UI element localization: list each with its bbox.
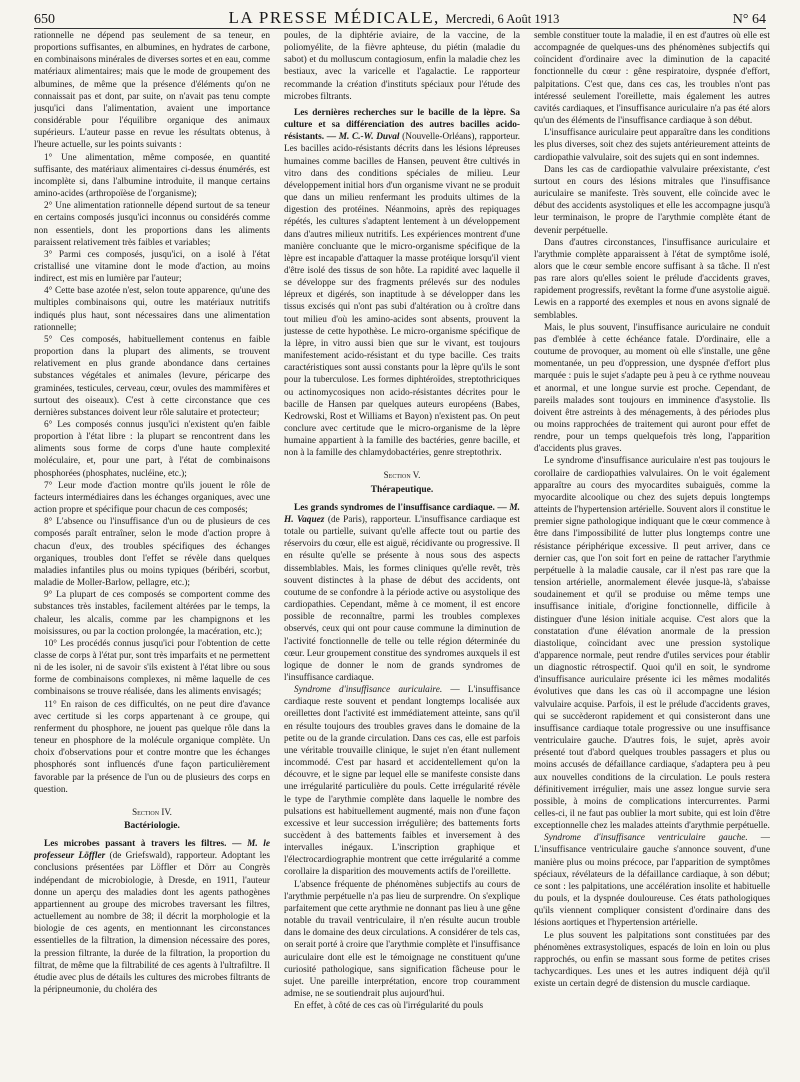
column-middle <box>284 30 520 1075</box>
article-text: (de Paris), rapporteur. L'insuffisance cardiaque est totale ou partielle, suivant qu'elle affecte tout ou partie des réservoirs du cœur, elle est aiguë, récidivante ou progressive. Il en résulte qu'elle se présente à nous sous des aspects dissemblables. Mais, les formes cliniques qu'elle revêt, très souvent distinctes à la phase de début des accidents, ont coutume de se confondre à la période active ou asystolique des cardiopathies. Cependant, même à ce moment, il est encore possible de reconnaître, parmi les troubles complexes observés, ceux qui ont pour cause commune la diminution de l'activité fonctionnelle de telle ou telle région déterminée du cœur. Leur groupement constitue des syndromes auxquels il est logique de donner le nom de grands syndromes de l'insuffisance cardiaque. <box>284 514 520 683</box>
paragraph: En effet, à côté de ces cas où l'irrégularité du pouls <box>294 1001 484 1012</box>
paragraph: semble constituer toute la maladie, il en est d'autres où elle est accompagnée de quelques-uns des phénomènes subjectifs qui coïncident d'ordinaire avec la diminution de la capacité fonctionnelle du cœur : gêne respiratoire, dyspnée d'effort, palpitations. C'est que, dans ces cas, les troubles n'ont pas intéressé seulement l'oreillette, mais également les autres cavités cardiaques, et l'insuffisance auriculaire n'a pas été alors qu'un des éléments de l'insuffisance cardiaque à son début. <box>534 31 770 127</box>
paragraph: Le plus souvent les palpitations sont constituées par des phénomènes extrasystoliques, espacés de loin en loin ou plus rapprochés, ou enfin se massant sous forme de petites crises tachycardiques. Les unes et les autres indiquent déjà qu'il existe un certain degré de distension du muscle cardiaque. <box>534 930 770 990</box>
paragraph: 6° Les composés connus jusqu'ici n'existent qu'en faible proportion à l'état libre : la plupart se rencontrent dans les aliments sous forme de corps d'une haute complexité moléculaire, et, pour une part, à l'état de combinaisons phosphorées (phosphates, nucléine, etc.); <box>34 420 270 479</box>
page-number: 650 <box>34 12 55 27</box>
header-rule <box>34 28 766 29</box>
section-title: Bactériologie. <box>124 821 180 831</box>
subsection-heading: Syndrome d'insuffisance auriculaire. <box>294 685 443 696</box>
column-left <box>34 30 270 1075</box>
article-text: (Nouvelle-Orléans), rapporteur. Les bacilles acido-résistants décrits dans les lésions lépreuses humaines comme bacilles de Hansen, peuvent être cultivés in vitro dans des conditions spéciales de milieu. Leur développement initial hors d'un organisme vivant ne se produit que dans un milieu renfermant les produits ultimes de la digestion des protéines. Néanmoins, après des repiquages répétés, les cultures s'adaptent lentement à un développement dans d'autres milieux nutritifs. Les expériences montrent d'une manière concluante que le micro-organisme spécifique de la lèpre est incapable d'attaquer la masse protéique lorsqu'il vient d'être isolé des tissus de son hôte. La rapidité avec laquelle il se développe sur des fragments prélevés sur des nodules lépreux et digérés, son inaptitude à se développer dans les tissus excisés qui n'ont pas subi d'altération ou à croître dans tout milieu d'où les amino-acides sont absents, prouvent la justesse de cette hypothèse. Le micro-organisme spécifique de la lèpre, in vitro aussi bien que sur le vivant, est toujours manifestement acido-résistant et du type bacille. Ces traits caractéristiques sont aussi constants pour la lèpre qu'ils le sont pour la tuberculose. Les formes diphtéroïdes, streptothriciques ou actinomycosiques non acido-résistantes décrites pour le bacille de Hansen par quelques auteurs européens (Babes, Kedrowski, Rost et Williams et Bayon) n'existent pas. On peut conclure avec certitude que le micro-organisme de la lèpre humaine appartient à la famille des bactéries, genre bacille, et non à la famille des chlamydobactéries, genre streptothrix. <box>284 132 520 459</box>
journal-title <box>228 8 559 28</box>
paragraph: L'absence fréquente de phénomènes subjectifs au cours de l'arythmie perpétuelle n'a pas lieu de surprendre. On s'explique parfaitement que cette arythmie ne donnant pas lieu à une gêne notable du travail ventriculaire, il n'en résulte aucun trouble dans le domaine des deux circulations. A considérer de tels cas, on serait porté à croire que l'arythmie complète et l'insuffisance auriculaire dont elle est le témoignage ne constituent qu'une curiosité pathologique, sans signification fâcheuse pour le sujet. Une pareille interprétation, encore trop couramment admise, ne se soutiendrait plus aujourd'hui. <box>284 879 520 1000</box>
section-title: Thérapeutique. <box>370 484 434 495</box>
article-author: M. le professeur Löffler <box>34 839 270 862</box>
paragraph: Le syndrome d'insuffisance auriculaire n'est pas toujours le corollaire de cardiopathies valvulaires. On le voit également apparaître au cours des myocardites subaiguës, comme la myocardite alcoolique ou chez des sujets depuis longtemps atteints de l'hypertension artérielle. Souvent alors il constitue le premier signe pathologique indiquant que le cœur commence à être dans l'impossibilité de lutter plus longtemps contre une résistance périphérique excessive. Il peut arriver, dans ce dernier cas, que l'on soit fort en peine de rattacher l'arythmie perpétuelle à la maladie causale, car il n'est pas rare que la tension artérielle, anormalement élevée jusque-là, s'abaisse soudainement et qu'il se produise ou même temps une insuffisance initiale, d'origine fonctionnelle, difficile à distinguer d'une lésion initiale acquise. C'est alors que la constatation d'une élévation anormale de la pression diastolique, coïncidant avec une pression systolique d'apparence normale, peut rendre d'utiles services pour établir un diagnostic rétrospectif. Quoi qu'il en soit, le syndrome d'insuffisance auriculaire présente ici les mêmes modalités évolutives que dans les cas où il accompagne une lésion valvulaire acquise. Parfois, il est le prélude d'accidents graves, qui se succèderont rapidement et qui consisteront dans une insuffisance cardiaque totale progressive ou une insuffisance ventriculaire gauche. D'autres fois, le sujet, après avoir présenté tout d'abord quelques troubles passagers et plus ou moins accusés de défaillance cardiaque, s'adaptera peu à peu aux nouvelles conditions de la circulation. Le pouls restera définitivement irrégulier, mais une assez longue survie sera possible, à moins de complications intercurrentes. Parmi celles-ci, il ne faut pas oublier la mort subite, qui est loin d'être exceptionnelle chez les malades atteints d'arythmie perpétuelle. <box>534 456 770 832</box>
journal-name: LA PRESSE MÉDICALE, <box>228 8 440 27</box>
article-paragraph <box>284 107 520 460</box>
subsection-text: — L'insuffisance cardiaque reste souvent et pendant longtemps localisée aux oreillettes dont l'activité est immédiatement atteinte, sans qu'il en résulte toujours des troubles graves dans le domaine de la petite ou de la grande circulation. Dans ces cas, elle est parfois une véritable trouvaille clinique, le sujet n'en étant nullement incommodé. C'est par hasard et accidentellement qu'on la découvre, et le signe par lequel elle se manifeste consiste dans une irrégularité particulière du pouls. Cette irrégularité révèle le type de l'arythmie complète dans laquelle le nombre des pulsations est habituellement augmenté, mais non d'une façon excessive et leur succession irrégulière; des battements forts succèdent à des battements faibles et inversement à des intervalles inégaux. L'inscription graphique et l'électrocardiographie montrent que cette irrégularité a comme corollaire la disparition des mouvements actifs de l'oreillette. <box>284 685 520 878</box>
subsection-paragraph <box>534 832 770 929</box>
article-text: (de Griefswald), rapporteur. Adoptant les conclusions présentées par Löffler et Dörr au Congrès indépendant de microbiologie, à Dresde, en 1911, l'auteur donne un aperçu des maladies dont les agents pathogènes appartiennent au groupe des microbes traversant les filtres, actuellement au nombre de 38; il décrit la morphologie et la biologie de ces agents, en mentionnant les circonstances essentielles de la filtration, la dimension nécessaire des pores, la pression filtrante, la durée de la filtration, la proportion du filtrat, de même que la filtrabilité de ces agents à l'ultrafiltre. Il étudie avec plus de détails les cultures des microbes filtrants de la péripneumonie, du choléra des <box>34 851 270 996</box>
paragraph: 4° Cette base azotée n'est, selon toute apparence, qu'une des multiples combinaisons qui, outre les matériaux nutritifs indiqués plus haut, sont nécessaires dans une alimentation rationnelle; <box>34 286 270 333</box>
article-paragraph <box>34 838 270 996</box>
paragraph: 2° Une alimentation rationnelle dépend surtout de sa teneur en certains composés jusqu'ici inconnus ou considérés comme non essentiels, dont les proportions dans les aliments paraissent relativement très faibles et variables; <box>34 201 270 248</box>
paragraph: L'insuffisance auriculaire peut apparaître dans les conditions les plus diverses, soit chez des sujets antérieurement atteints de cardiopathie valvulaire, soit des sujets qui en sont indemnes. <box>534 128 770 163</box>
paragraph: rationnelle ne dépend pas seulement de sa teneur, en proportions suffisantes, en albumines, en hydrates de carbone, en combinaisons minérales de diverses sortes et en eau, comme matériaux alimentaires; mais que le mode de groupement des albumines, de même que la présence d'éléments qu'on ne connaissait pas et dont, par suite, on n'avait pas tenu compte jusqu'ici dans l'alimentation, avaient une importance considérable pour l'équilibre organique des animaux supérieurs. L'auteur passe en revue les résultats obtenus, à l'heure actuelle, sur les points suivants : <box>34 31 270 151</box>
paragraph: poules, de la diphtérie aviaire, de la vaccine, de la poliomyélite, de la fièvre aphteuse, du piétin (maladie du sabot) et du molluscum contagiosum, enfin la maladie chez les bestiaux, avec la varicelle et l'agalactie. Le rapporteur recommande la création d'instituts spéciaux pour l'étude des microbes filtrants. <box>284 31 520 102</box>
column-right <box>534 30 770 1075</box>
subsection-paragraph <box>284 684 520 879</box>
paragraph: 11° En raison de ces difficultés, on ne peut dire d'avance avec certitude si les corps appartenant à ce groupe, qui renferment du phosphore, ne jouent pas quelque rôle dans la teneur en phosphore de la molécule organique complète. Un choix d'observations pour et contre montre que les échanges phosphorés sont influencés d'une façon particulièrement favorable par la présence de l'un ou de plusieurs des corps en question. <box>34 699 270 795</box>
article-author: M. C.-W. Duval <box>338 132 400 143</box>
subsection-heading: Syndrome d'insuffisance ventriculaire gauche. <box>544 833 748 844</box>
article-heading: Les microbes passant à travers les filtres. — <box>44 839 242 850</box>
paragraph: 5° Ces composés, habituellement contenus en faible proportion dans la plupart des aliments, se trouvent relativement en plus grande abondance dans certaines substances végétales et animales (levure, péricarpe des graminées, testicules, cerveau, cœur, ovules des mammifères et surtout des oiseaux). C'est à cette circonstance que ces dernières substances doivent leur rôle salutaire et protecteur; <box>34 334 270 418</box>
paragraph: 1° Une alimentation, même composée, en quantité suffisante, des matériaux alimentaires ci-dessus énumérés, est incomplète si, dans l'albumine introduite, il manque certains amino-acides (arthropoïèse de l'organisme); <box>34 152 270 200</box>
section-label: Section V. <box>383 470 421 481</box>
article-heading: Les dernières recherches sur le bacille de la lèpre. Sa culture et sa différenciation des autres bacilles acido-résistants. — <box>284 107 520 143</box>
paragraph: 9° La plupart de ces composés se comportent comme des substances très instables, facilement altérées par le temps, la chaleur, les alcalis, comme par les champignons et les moisissures, ou par la coction prolongée, la macération, etc.); <box>34 590 270 637</box>
article-heading: Les grands syndromes de l'insuffisance cardiaque. <box>294 502 495 513</box>
page-header <box>34 8 766 30</box>
paragraph: Dans les cas de cardiopathie valvulaire préexistante, c'est surtout en cours des lésions mitrales que l'insuffisance auriculaire se manifeste. Très souvent, elle coïncide avec le début des accidents asystoliques et elle les accompagne jusqu'à leur terminaison, le propre de l'arythmie complète étant de devenir perpétuelle. <box>534 164 770 236</box>
paragraph: Mais, le plus souvent, l'insuffisance auriculaire ne conduit pas d'emblée à cette échéance fatale. D'ordinaire, elle a coutume de provoquer, au moment où elle s'installe, une gêne momentanée, un peu d'oppression, une dyspnée d'effort plus marquée : puis le sujet s'adapte peu à peu à ce rythme nouveau et anormal, et une longue survie est proche. Cependant, de pareils malades sont toujours en imminence d'asystolie. Ils doivent être astreints à des ménagements, à des périodes plus ou moins rapprochées de traitement qui auront pour effet de rendre, pour un temps quelquefois très long, l'apparition d'accidents plus graves. <box>534 322 770 455</box>
paragraph: 8° L'absence ou l'insuffisance d'un ou de plusieurs de ces composés paraît entraîner, selon le mode d'action propre à chacun d'eux, des troubles spécifiques des échanges organiques, troubles dont l'effet se révèle dans quelques maladies infantiles plus ou moins typiques (béribéri, scorbut, maladie de Moller-Barlow, pellagre, etc.); <box>34 517 270 589</box>
subsection-text: — L'insuffisance ventriculaire gauche s'annonce souvent, d'une manière plus ou moins précoce, par l'apparition de symptômes spéciaux, révélateurs de la défaillance cardiaque, à son début; ce sont : les palpitations, une accélération insolite et habituelle du pouls, et la dyspnée douloureuse. Ces états pathologiques qu'ils viennent compliquer consistent d'ordinaire dans des lésions aortiques et l'hypertension artérielle. <box>534 833 770 929</box>
issue-number: N° 64 <box>732 12 766 27</box>
article-author: — M. H. Vaquez <box>284 502 520 525</box>
section-label: Section IV. <box>132 806 172 817</box>
paragraph: 3° Parmi ces composés, jusqu'ici, on a isolé à l'état cristallisé une vitamine dont le mode d'action, au moins indirect, est mis en lumière par l'auteur; <box>34 249 270 285</box>
paragraph: 7° Leur mode d'action montre qu'ils jouent le rôle de facteurs intermédiaires dans les échanges organiques, avec une action propre et spécifique pour chacun de ces composés; <box>34 480 270 516</box>
paragraph: Dans d'autres circonstances, l'insuffisance auriculaire et l'arythmie complète apparaissent à l'état de symptôme isolé, alors que le cœur semble encore suffisant à sa tâche. Il n'est pas rare alors qu'elles soient le prélude d'accidents graves, rapidement progressifs, revêtant la forme d'une asystolie aiguë. Lewis en a rapporté des exemples et nous en avons signalé de semblables. <box>534 237 770 321</box>
article-paragraph <box>284 502 520 684</box>
paragraph: 10° Les procédés connus jusqu'ici pour l'obtention de cette classe de corps à l'état pur, sont très imparfaits et ne permettent ni de les isoler, ni de savoir s'ils existent à l'état libre ou sous forme de combinaisons complexes, ni même laquelle de ces combinaisons se trouve réalisée, dans les aliments envisagés; <box>34 638 270 698</box>
issue-date: Mercredi, 6 Août 1913 <box>445 12 560 26</box>
